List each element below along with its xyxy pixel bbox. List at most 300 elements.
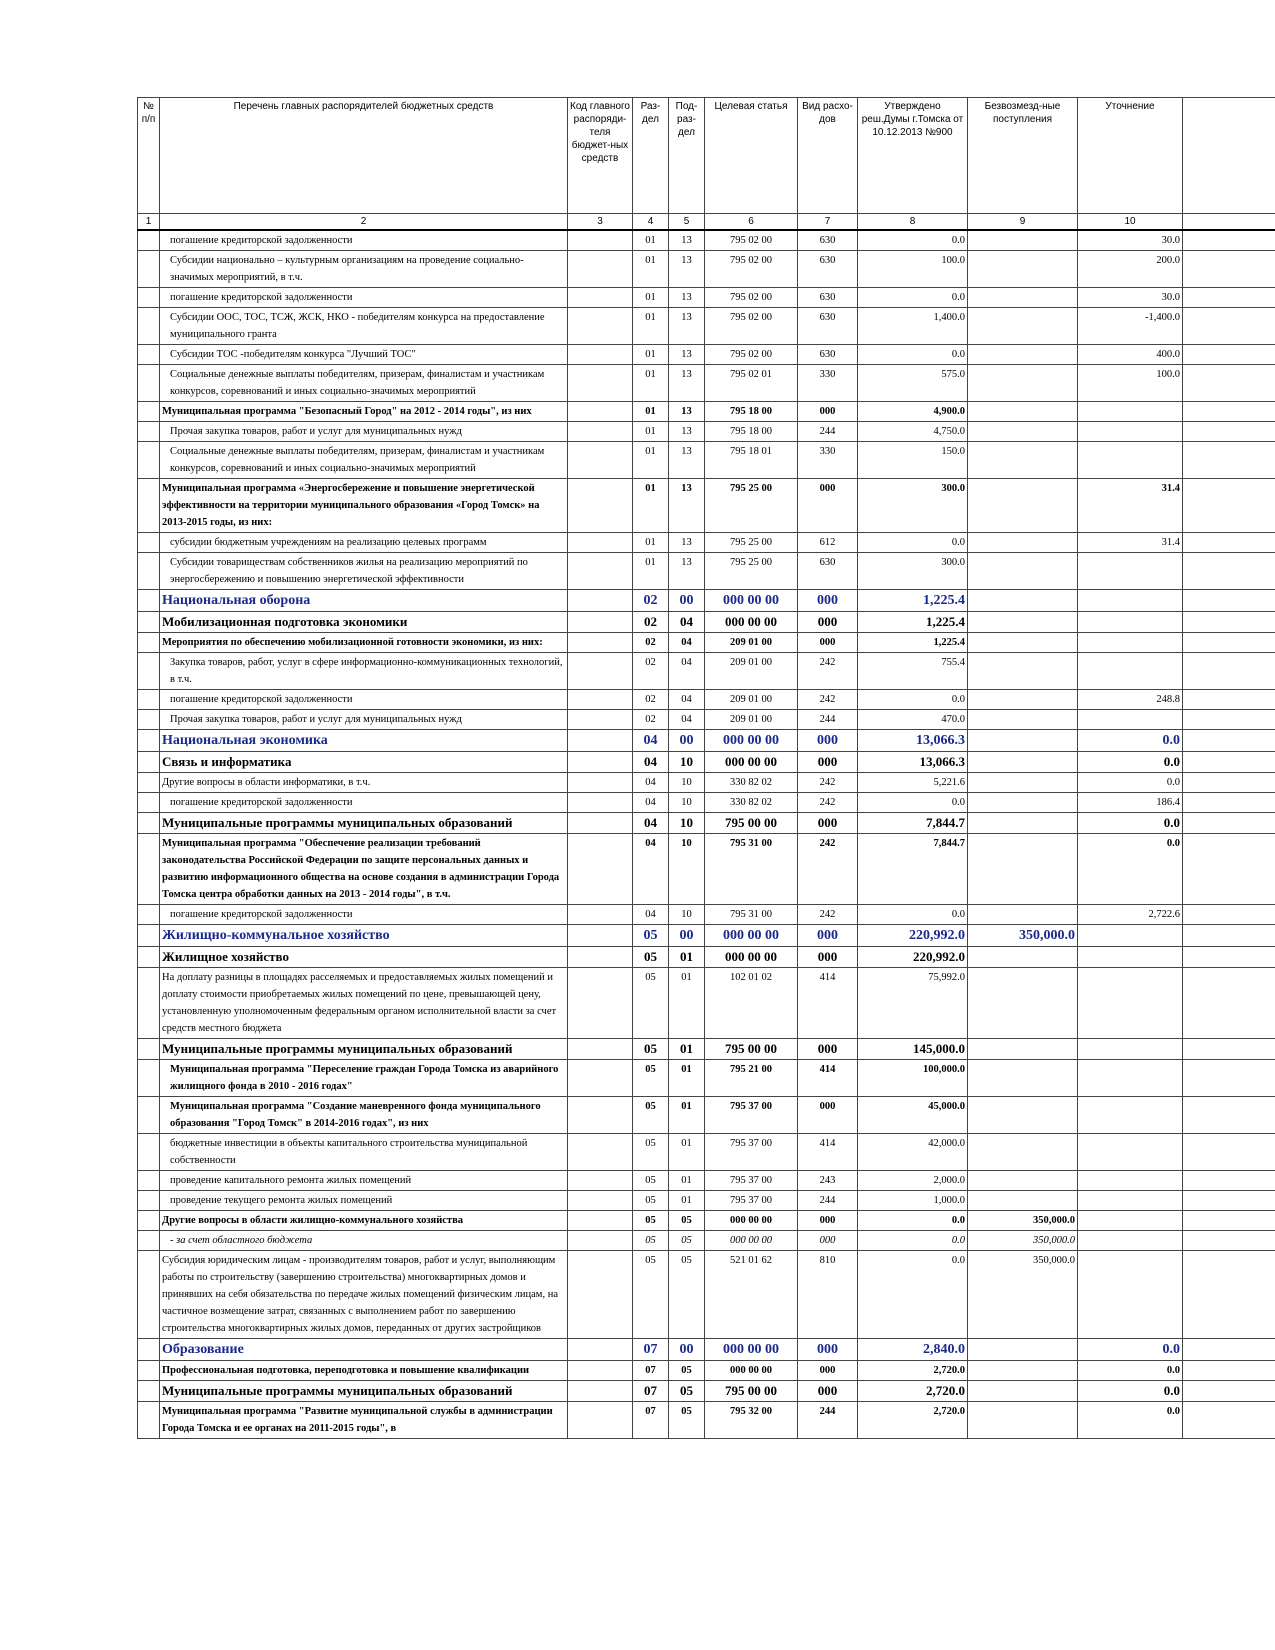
code-gl <box>568 402 633 422</box>
row-grants <box>968 230 1078 251</box>
row-number <box>138 1060 160 1097</box>
row-approved: 75,992.0 <box>858 968 968 1039</box>
table-row <box>138 1251 1275 1339</box>
row-approved: 45,000.0 <box>858 1097 968 1134</box>
row-number <box>138 905 160 925</box>
code-gl <box>568 1060 633 1097</box>
row-expense-type: 000 <box>798 1039 858 1060</box>
row-podrazdel: 13 <box>669 308 705 345</box>
row-podrazdel: 10 <box>669 752 705 773</box>
column-number-row <box>138 214 1275 231</box>
row-number <box>138 653 160 690</box>
row-grants <box>968 690 1078 710</box>
col-number: 7 <box>798 214 858 231</box>
row-target-article: 209 01 00 <box>705 653 798 690</box>
row-adjustment: 200.0 <box>1078 251 1183 288</box>
row-target-article: 795 02 01 <box>705 365 798 402</box>
row-extra <box>1183 968 1275 1039</box>
table-row <box>138 308 1275 345</box>
row-razdel: 04 <box>633 905 669 925</box>
row-target-article: 795 02 00 <box>705 230 798 251</box>
row-podrazdel: 00 <box>669 1339 705 1361</box>
row-extra <box>1183 479 1275 533</box>
row-expense-type: 000 <box>798 1211 858 1231</box>
row-target-article: 795 02 00 <box>705 345 798 365</box>
row-podrazdel: 13 <box>669 422 705 442</box>
row-number <box>138 288 160 308</box>
row-grants <box>968 1191 1078 1211</box>
row-expense-type: 000 <box>798 730 858 752</box>
row-podrazdel: 05 <box>669 1381 705 1402</box>
row-adjustment <box>1078 1231 1183 1251</box>
row-name: Мобилизационная подготовка экономики <box>160 612 568 633</box>
row-target-article: 795 32 00 <box>705 1402 798 1439</box>
row-adjustment: 0.0 <box>1078 1361 1183 1381</box>
code-gl <box>568 1381 633 1402</box>
col-number: 5 <box>669 214 705 231</box>
budget-sheet <box>137 97 1275 1439</box>
row-approved: 0.0 <box>858 1211 968 1231</box>
row-grants <box>968 653 1078 690</box>
row-name: Субсидии ООС, ТОС, ТСЖ, ЖСК, НКО - победителям конкурса на предоставление муниципального гранта <box>160 308 568 345</box>
row-target-article: 795 31 00 <box>705 834 798 905</box>
row-extra <box>1183 1381 1275 1402</box>
row-grants <box>968 553 1078 590</box>
row-grants <box>968 752 1078 773</box>
table-row <box>138 834 1275 905</box>
row-approved: 0.0 <box>858 1231 968 1251</box>
header-cell: № п/п <box>138 98 160 214</box>
row-approved: 100,000.0 <box>858 1060 968 1097</box>
row-target-article: 209 01 00 <box>705 633 798 653</box>
budget-rows <box>138 230 1275 1439</box>
row-extra <box>1183 402 1275 422</box>
row-name: Субсидии ТОС -победителям конкурса "Лучший ТОС" <box>160 345 568 365</box>
row-name: Национальная экономика <box>160 730 568 752</box>
row-approved: 470.0 <box>858 710 968 730</box>
header-cell: Код главного распоряди-теля бюджет-ных средств <box>568 98 633 214</box>
table-row <box>138 773 1275 793</box>
code-gl <box>568 834 633 905</box>
row-grants: 350,000.0 <box>968 925 1078 947</box>
table-row <box>138 442 1275 479</box>
row-extra <box>1183 442 1275 479</box>
table-row <box>138 251 1275 288</box>
row-target-article: 000 00 00 <box>705 730 798 752</box>
table-row <box>138 1134 1275 1171</box>
row-adjustment <box>1078 925 1183 947</box>
row-expense-type: 000 <box>798 752 858 773</box>
row-expense-type: 000 <box>798 612 858 633</box>
row-target-article: 795 02 00 <box>705 288 798 308</box>
row-name: Муниципальная программа "Развитие муниципальной службы в администрации Города Томска и ее органах на 2011-2015 годы", в <box>160 1402 568 1439</box>
row-extra <box>1183 730 1275 752</box>
row-expense-type: 000 <box>798 479 858 533</box>
row-name: Социальные денежные выплаты победителям, призерам, финалистам и участникам конкурсов, соревнований и иных социально-значимых мероприятий <box>160 442 568 479</box>
row-razdel: 07 <box>633 1361 669 1381</box>
row-target-article: 209 01 00 <box>705 690 798 710</box>
row-name: Другие вопросы в области информатики, в т.ч. <box>160 773 568 793</box>
row-number <box>138 1381 160 1402</box>
row-approved: 0.0 <box>858 1251 968 1339</box>
row-approved: 2,720.0 <box>858 1361 968 1381</box>
row-name: - за счет областного бюджета <box>160 1231 568 1251</box>
row-target-article: 000 00 00 <box>705 947 798 968</box>
row-extra <box>1183 553 1275 590</box>
row-extra <box>1183 773 1275 793</box>
row-razdel: 04 <box>633 793 669 813</box>
row-number <box>138 710 160 730</box>
row-approved: 2,000.0 <box>858 1171 968 1191</box>
row-extra <box>1183 533 1275 553</box>
row-extra <box>1183 590 1275 612</box>
row-expense-type: 000 <box>798 1339 858 1361</box>
row-extra <box>1183 710 1275 730</box>
code-gl <box>568 288 633 308</box>
row-adjustment: -1,400.0 <box>1078 308 1183 345</box>
row-podrazdel: 13 <box>669 553 705 590</box>
code-gl <box>568 365 633 402</box>
row-razdel: 02 <box>633 653 669 690</box>
row-target-article: 330 82 02 <box>705 793 798 813</box>
row-number <box>138 590 160 612</box>
row-approved: 1,225.4 <box>858 590 968 612</box>
code-gl <box>568 710 633 730</box>
row-extra <box>1183 1134 1275 1171</box>
row-number <box>138 1231 160 1251</box>
row-podrazdel: 01 <box>669 1039 705 1060</box>
header-cell-empty <box>1183 98 1275 214</box>
row-razdel: 05 <box>633 1251 669 1339</box>
code-gl <box>568 633 633 653</box>
row-number <box>138 1211 160 1231</box>
row-approved: 100.0 <box>858 251 968 288</box>
row-razdel: 04 <box>633 730 669 752</box>
row-target-article: 795 02 00 <box>705 251 798 288</box>
row-podrazdel: 01 <box>669 968 705 1039</box>
row-number <box>138 1039 160 1060</box>
code-gl <box>568 1039 633 1060</box>
header-row <box>138 98 1275 214</box>
row-razdel: 04 <box>633 834 669 905</box>
row-expense-type: 242 <box>798 690 858 710</box>
row-target-article: 000 00 00 <box>705 612 798 633</box>
row-number <box>138 402 160 422</box>
row-name: Муниципальные программы муниципальных образований <box>160 1039 568 1060</box>
table-row <box>138 288 1275 308</box>
row-adjustment <box>1078 422 1183 442</box>
row-adjustment <box>1078 1171 1183 1191</box>
row-adjustment <box>1078 1039 1183 1060</box>
table-row <box>138 968 1275 1039</box>
table-row <box>138 533 1275 553</box>
col-number: 3 <box>568 214 633 231</box>
row-podrazdel: 13 <box>669 345 705 365</box>
row-podrazdel: 00 <box>669 730 705 752</box>
row-adjustment <box>1078 947 1183 968</box>
row-adjustment <box>1078 442 1183 479</box>
row-razdel: 01 <box>633 402 669 422</box>
row-name: погашение кредиторской задолженности <box>160 793 568 813</box>
row-razdel: 04 <box>633 773 669 793</box>
row-approved: 2,840.0 <box>858 1339 968 1361</box>
row-name: субсидии бюджетным учреждениям на реализацию целевых программ <box>160 533 568 553</box>
row-adjustment: 30.0 <box>1078 230 1183 251</box>
row-extra <box>1183 947 1275 968</box>
row-grants <box>968 1339 1078 1361</box>
row-approved: 42,000.0 <box>858 1134 968 1171</box>
row-podrazdel: 13 <box>669 402 705 422</box>
row-extra <box>1183 1171 1275 1191</box>
row-expense-type: 243 <box>798 1171 858 1191</box>
table-row <box>138 479 1275 533</box>
row-grants <box>968 947 1078 968</box>
row-expense-type: 330 <box>798 442 858 479</box>
row-podrazdel: 13 <box>669 533 705 553</box>
row-expense-type: 242 <box>798 834 858 905</box>
header-cell: Безвозмезд-ные поступления <box>968 98 1078 214</box>
row-podrazdel: 10 <box>669 773 705 793</box>
row-name: Прочая закупка товаров, работ и услуг для муниципальных нужд <box>160 710 568 730</box>
row-adjustment: 30.0 <box>1078 288 1183 308</box>
row-razdel: 02 <box>633 710 669 730</box>
row-adjustment: 100.0 <box>1078 365 1183 402</box>
row-grants <box>968 1039 1078 1060</box>
code-gl <box>568 442 633 479</box>
row-podrazdel: 10 <box>669 834 705 905</box>
row-number <box>138 442 160 479</box>
row-approved: 1,225.4 <box>858 612 968 633</box>
row-razdel: 01 <box>633 365 669 402</box>
col-number: 9 <box>968 214 1078 231</box>
code-gl <box>568 1361 633 1381</box>
row-expense-type: 242 <box>798 905 858 925</box>
row-razdel: 01 <box>633 479 669 533</box>
row-razdel: 05 <box>633 947 669 968</box>
table-row <box>138 793 1275 813</box>
row-podrazdel: 01 <box>669 1171 705 1191</box>
table-row <box>138 1361 1275 1381</box>
row-podrazdel: 01 <box>669 947 705 968</box>
row-extra <box>1183 308 1275 345</box>
row-expense-type: 630 <box>798 308 858 345</box>
row-number <box>138 365 160 402</box>
table-row <box>138 345 1275 365</box>
row-approved: 575.0 <box>858 365 968 402</box>
row-target-article: 000 00 00 <box>705 590 798 612</box>
row-grants <box>968 905 1078 925</box>
code-gl <box>568 1231 633 1251</box>
table-row <box>138 813 1275 834</box>
row-name: Закупка товаров, работ, услуг в сфере информационно-коммуникационных технологий, в т.ч. <box>160 653 568 690</box>
table-row <box>138 947 1275 968</box>
table-row <box>138 1381 1275 1402</box>
row-adjustment: 0.0 <box>1078 834 1183 905</box>
col-number: 6 <box>705 214 798 231</box>
row-extra <box>1183 1231 1275 1251</box>
row-razdel: 05 <box>633 1097 669 1134</box>
code-gl <box>568 1171 633 1191</box>
row-podrazdel: 10 <box>669 905 705 925</box>
row-number <box>138 1339 160 1361</box>
row-name: Профессиональная подготовка, переподготовка и повышение квалификации <box>160 1361 568 1381</box>
row-extra <box>1183 1039 1275 1060</box>
table-row <box>138 633 1275 653</box>
col-number: 10 <box>1078 214 1183 231</box>
row-number <box>138 1097 160 1134</box>
row-grants <box>968 1171 1078 1191</box>
row-number <box>138 345 160 365</box>
code-gl <box>568 752 633 773</box>
row-name: погашение кредиторской задолженности <box>160 288 568 308</box>
row-adjustment <box>1078 1211 1183 1231</box>
row-extra <box>1183 345 1275 365</box>
header-cell: Перечень главных распорядителей бюджетных средств <box>160 98 568 214</box>
code-gl <box>568 553 633 590</box>
row-grants <box>968 730 1078 752</box>
row-grants <box>968 1060 1078 1097</box>
col-number: 1 <box>138 214 160 231</box>
row-number <box>138 251 160 288</box>
row-grants: 350,000.0 <box>968 1231 1078 1251</box>
row-approved: 1,000.0 <box>858 1191 968 1211</box>
code-gl <box>568 690 633 710</box>
row-target-article: 795 18 00 <box>705 422 798 442</box>
row-approved: 2,720.0 <box>858 1402 968 1439</box>
row-expense-type: 000 <box>798 925 858 947</box>
row-grants <box>968 1097 1078 1134</box>
row-podrazdel: 05 <box>669 1361 705 1381</box>
row-grants <box>968 633 1078 653</box>
row-target-article: 795 37 00 <box>705 1191 798 1211</box>
header-cell: Под-раз-дел <box>669 98 705 214</box>
code-gl <box>568 345 633 365</box>
row-podrazdel: 13 <box>669 288 705 308</box>
budget-table <box>137 97 1275 1439</box>
row-razdel: 05 <box>633 968 669 1039</box>
row-extra <box>1183 251 1275 288</box>
row-podrazdel: 00 <box>669 590 705 612</box>
row-extra <box>1183 365 1275 402</box>
table-row <box>138 690 1275 710</box>
row-number <box>138 308 160 345</box>
row-grants <box>968 813 1078 834</box>
row-adjustment <box>1078 612 1183 633</box>
row-razdel: 05 <box>633 1171 669 1191</box>
row-target-article: 795 25 00 <box>705 553 798 590</box>
row-adjustment: 31.4 <box>1078 479 1183 533</box>
row-adjustment <box>1078 590 1183 612</box>
row-adjustment: 0.0 <box>1078 773 1183 793</box>
row-name: Субсидии национально – культурным организациям на проведение социально-значимых мероприятий, в т.ч. <box>160 251 568 288</box>
row-name: проведение капитального ремонта жилых помещений <box>160 1171 568 1191</box>
code-gl <box>568 479 633 533</box>
row-approved: 0.0 <box>858 533 968 553</box>
row-adjustment: 2,722.6 <box>1078 905 1183 925</box>
row-number <box>138 813 160 834</box>
row-approved: 0.0 <box>858 230 968 251</box>
row-approved: 220,992.0 <box>858 947 968 968</box>
row-name: Муниципальные программы муниципальных образований <box>160 813 568 834</box>
row-expense-type: 000 <box>798 947 858 968</box>
row-extra <box>1183 633 1275 653</box>
row-name: Мероприятия по обеспечению мобилизационной готовности экономики, из них: <box>160 633 568 653</box>
row-expense-type: 244 <box>798 1191 858 1211</box>
table-row <box>138 752 1275 773</box>
table-row <box>138 1097 1275 1134</box>
row-name: погашение кредиторской задолженности <box>160 690 568 710</box>
row-target-article: 209 01 00 <box>705 710 798 730</box>
row-podrazdel: 04 <box>669 653 705 690</box>
row-extra <box>1183 230 1275 251</box>
table-row <box>138 365 1275 402</box>
row-expense-type: 000 <box>798 633 858 653</box>
row-razdel: 05 <box>633 1039 669 1060</box>
row-razdel: 04 <box>633 813 669 834</box>
row-approved: 0.0 <box>858 905 968 925</box>
code-gl <box>568 1251 633 1339</box>
row-podrazdel: 04 <box>669 690 705 710</box>
row-grants <box>968 834 1078 905</box>
row-name: Жилищное хозяйство <box>160 947 568 968</box>
row-number <box>138 612 160 633</box>
row-approved: 0.0 <box>858 345 968 365</box>
row-expense-type: 000 <box>798 1381 858 1402</box>
row-approved: 4,900.0 <box>858 402 968 422</box>
row-expense-type: 000 <box>798 813 858 834</box>
row-adjustment <box>1078 1060 1183 1097</box>
row-number <box>138 730 160 752</box>
code-gl <box>568 905 633 925</box>
row-podrazdel: 13 <box>669 479 705 533</box>
row-adjustment <box>1078 553 1183 590</box>
row-expense-type: 242 <box>798 653 858 690</box>
row-grants <box>968 1134 1078 1171</box>
row-extra <box>1183 653 1275 690</box>
row-razdel: 01 <box>633 553 669 590</box>
row-razdel: 01 <box>633 251 669 288</box>
row-podrazdel: 01 <box>669 1134 705 1171</box>
row-target-article: 795 21 00 <box>705 1060 798 1097</box>
row-adjustment: 0.0 <box>1078 1402 1183 1439</box>
row-adjustment: 0.0 <box>1078 813 1183 834</box>
row-target-article: 795 00 00 <box>705 1039 798 1060</box>
row-adjustment <box>1078 653 1183 690</box>
row-number <box>138 1251 160 1339</box>
row-podrazdel: 10 <box>669 813 705 834</box>
row-grants <box>968 1402 1078 1439</box>
row-number <box>138 1171 160 1191</box>
row-name: Прочая закупка товаров, работ и услуг для муниципальных нужд <box>160 422 568 442</box>
row-number <box>138 752 160 773</box>
row-extra <box>1183 1402 1275 1439</box>
row-target-article: 795 00 00 <box>705 813 798 834</box>
row-grants <box>968 365 1078 402</box>
row-extra <box>1183 834 1275 905</box>
row-adjustment: 0.0 <box>1078 1381 1183 1402</box>
row-grants: 350,000.0 <box>968 1251 1078 1339</box>
row-grants <box>968 402 1078 422</box>
row-name: Жилищно-коммунальное хозяйство <box>160 925 568 947</box>
table-row <box>138 590 1275 612</box>
row-extra <box>1183 1361 1275 1381</box>
row-razdel: 05 <box>633 1231 669 1251</box>
row-podrazdel: 05 <box>669 1211 705 1231</box>
code-gl <box>568 925 633 947</box>
row-podrazdel: 04 <box>669 710 705 730</box>
row-grants <box>968 422 1078 442</box>
table-row <box>138 730 1275 752</box>
